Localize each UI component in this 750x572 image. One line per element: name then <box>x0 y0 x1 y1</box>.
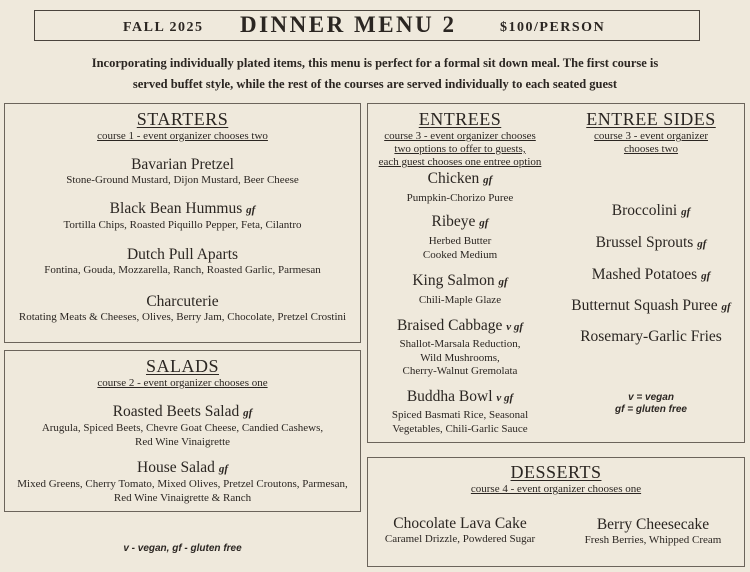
salads-heading <box>5 355 360 390</box>
intro-text <box>30 53 720 95</box>
starter-desc: Stone-Ground Mustard, Dijon Mustard, Beer Cheese <box>66 174 299 186</box>
side-item <box>558 202 744 221</box>
desserts-subtitle: course 4 - event organizer chooses one <box>470 483 642 495</box>
desserts-heading <box>368 461 744 496</box>
dessert-name: Chocolate Lava Cake <box>393 515 527 532</box>
entree-desc: Wild Mushrooms, <box>420 351 500 364</box>
entrees-subtitle: each guest chooses one entree option <box>378 156 542 168</box>
entree-name-row <box>368 272 552 291</box>
starters-title: STARTERS <box>136 109 229 129</box>
salad-name: Roasted Beets Salad <box>112 403 240 420</box>
entree-item <box>368 213 552 262</box>
entree-item <box>368 272 552 308</box>
dietary-tag: gf <box>721 301 731 313</box>
salad-name-row <box>5 459 360 478</box>
entree-item <box>368 317 552 379</box>
starter-name: Bavarian Pretzel <box>131 156 234 173</box>
side-name-row <box>558 202 744 221</box>
dietary-tag: v gf <box>496 392 514 404</box>
side-name-row <box>558 234 744 253</box>
starters-subtitle: course 1 - event organizer chooses two <box>97 130 268 142</box>
entree-name-row <box>368 388 552 407</box>
starter-name: Dutch Pull Aparts <box>126 246 239 263</box>
side-item <box>558 328 744 346</box>
side-name: Butternut Squash Puree <box>571 297 718 314</box>
salad-name: House Salad <box>137 459 215 476</box>
starters-section <box>4 103 361 343</box>
salads-title: SALADS <box>145 356 219 376</box>
dietary-tag: v gf <box>506 321 524 333</box>
dietary-legend: v - vegan, gf - gluten free <box>123 543 242 554</box>
dietary-tag: gf <box>479 217 489 229</box>
entrees-subtitle: two options to offer to guests, <box>394 143 526 155</box>
entree-name-row <box>368 170 552 189</box>
starters-heading <box>5 108 360 143</box>
entree-name-row <box>368 317 552 336</box>
intro-line-1: Incorporating individually plated items, this menu is perfect for a formal sit down meal. The first course is <box>91 56 659 70</box>
side-name: Rosemary-Garlic Fries <box>580 328 722 345</box>
starter-desc: Rotating Meats & Cheeses, Olives, Berry Jam, Chocolate, Pretzel Crostini <box>18 311 347 323</box>
side-name-row <box>558 297 744 316</box>
menu-header <box>34 10 700 41</box>
salad-item <box>5 459 360 505</box>
legend-gluten-free: gf = gluten free <box>615 404 687 415</box>
salad-name-row <box>5 403 360 422</box>
dessert-desc: Caramel Drizzle, Powdered Sugar <box>384 533 536 545</box>
starter-name: Black Bean Hummus <box>109 200 243 217</box>
side-name: Mashed Potatoes <box>591 266 698 283</box>
entree-desc: Spiced Basmati Rice, Seasonal <box>391 409 529 421</box>
entree-desc: Cherry-Walnut Gremolata <box>402 365 518 377</box>
salad-item <box>5 403 360 449</box>
entrees-title: ENTREES <box>418 109 502 129</box>
entree-desc: Cooked Medium <box>422 248 498 261</box>
side-item <box>558 266 744 285</box>
dessert-item <box>368 515 552 547</box>
dietary-tag: gf <box>701 270 711 282</box>
starter-desc: Fontina, Gouda, Mozzarella, Ranch, Roasted Garlic, Parmesan <box>44 264 321 276</box>
side-name: Brussel Sprouts <box>595 234 694 251</box>
salad-desc: Red Wine Vinaigrette <box>134 435 231 448</box>
dietary-tag: gf <box>498 276 508 288</box>
entree-name: Ribeye <box>431 213 476 230</box>
side-item <box>558 297 744 316</box>
season-label: FALL 2025 <box>123 20 204 35</box>
menu-title: DINNER MENU 2 <box>240 12 457 37</box>
starter-name-row <box>5 200 360 219</box>
entree-name: Buddha Bowl <box>406 388 493 405</box>
salads-subtitle: course 2 - event organizer chooses one <box>97 377 268 389</box>
side-name: Broccolini <box>611 202 678 219</box>
sides-legend <box>558 392 744 416</box>
price-label: $100/PERSON <box>500 20 606 35</box>
entrees-section <box>367 103 745 443</box>
sides-subtitle: course 3 - event organizer <box>593 130 709 142</box>
intro-line-2: served buffet style, while the rest of the courses are served individually to each seated guest <box>132 77 618 91</box>
desserts-section <box>367 457 745 567</box>
starter-name: Charcuterie <box>146 293 219 310</box>
dessert-name: Berry Cheesecake <box>596 516 710 533</box>
entree-desc: Chili-Maple Glaze <box>418 294 502 306</box>
entree-name: Braised Cabbage <box>396 317 503 334</box>
dietary-tag: gf <box>218 463 228 475</box>
side-name-row <box>558 266 744 285</box>
entrees-subtitle: course 3 - event organizer chooses <box>384 130 536 142</box>
sides-heading <box>558 108 744 156</box>
starter-item <box>5 200 360 233</box>
dietary-tag: gf <box>246 204 256 216</box>
starter-desc: Tortilla Chips, Roasted Piquillo Pepper, Feta, Cilantro <box>63 219 302 231</box>
sides-title: ENTREE SIDES <box>586 109 716 129</box>
dessert-item <box>562 516 744 548</box>
starter-item <box>5 246 360 278</box>
dietary-tag: gf <box>697 238 707 250</box>
entree-name-row <box>368 213 552 232</box>
salads-section <box>4 350 361 512</box>
side-item <box>558 234 744 253</box>
entree-name: King Salmon <box>412 272 495 289</box>
desserts-title: DESSERTS <box>510 462 602 482</box>
entree-item <box>368 388 552 436</box>
legend-vegan: v = vegan <box>628 392 674 403</box>
sides-subtitle: chooses two <box>623 143 679 155</box>
dietary-tag: gf <box>243 407 253 419</box>
dietary-tag: gf <box>483 174 493 186</box>
entree-desc: Shallot-Marsala Reduction, <box>399 338 521 350</box>
dietary-tag: gf <box>681 206 691 218</box>
starter-item <box>5 156 360 188</box>
salad-desc: Red Wine Vinaigrette & Ranch <box>113 491 252 504</box>
entree-desc: Herbed Butter <box>428 235 492 247</box>
entree-name: Chicken <box>427 170 480 187</box>
starter-item <box>5 293 360 325</box>
salad-desc: Mixed Greens, Cherry Tomato, Mixed Olives, Pretzel Croutons, Parmesan, <box>17 478 348 490</box>
entree-item <box>368 170 552 206</box>
entrees-heading <box>368 108 552 169</box>
salad-desc: Arugula, Spiced Beets, Chevre Goat Cheese, Candied Cashews, <box>41 422 324 434</box>
entree-desc: Pumpkin-Chorizo Puree <box>406 192 514 204</box>
entree-desc: Vegetables, Chili-Garlic Sauce <box>392 422 528 435</box>
dessert-desc: Fresh Berries, Whipped Cream <box>584 534 722 546</box>
